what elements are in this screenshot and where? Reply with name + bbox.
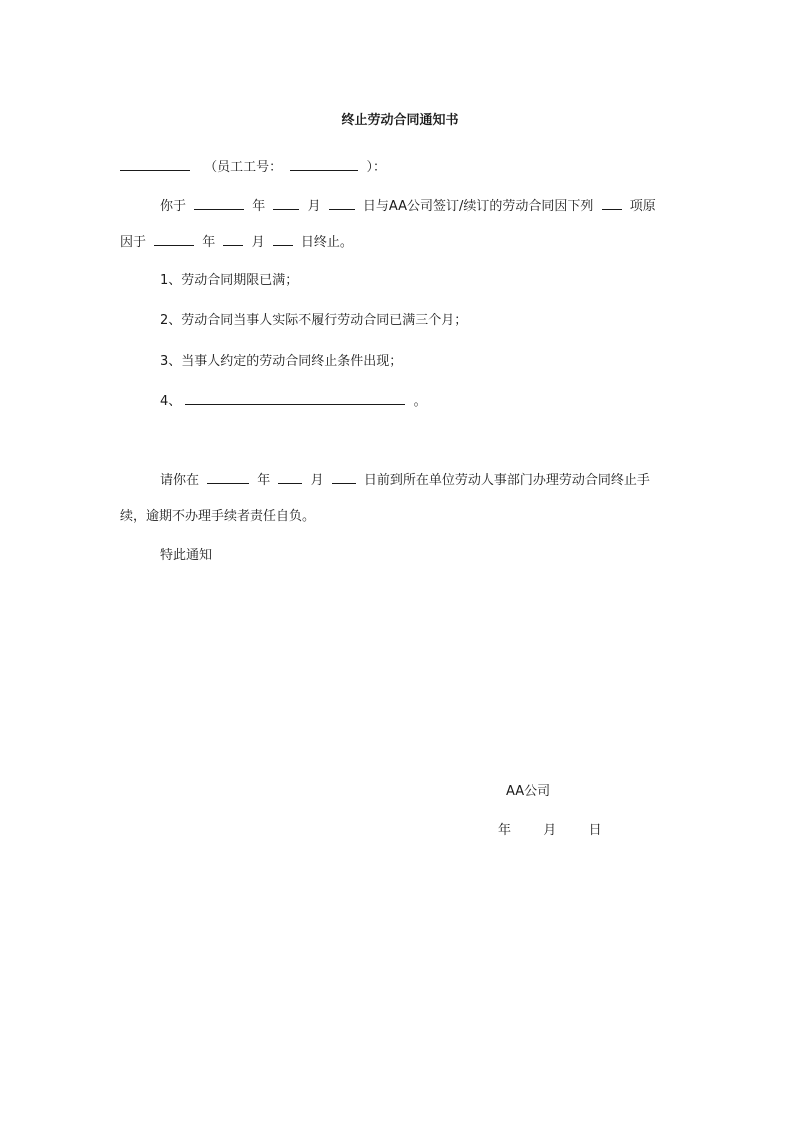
end-day-blank[interactable] xyxy=(273,232,293,246)
signature-company: AA公司 xyxy=(506,784,551,799)
signature-date xyxy=(498,822,602,840)
deadline-day-blank[interactable] xyxy=(332,470,356,484)
other-reason-blank[interactable] xyxy=(185,391,405,405)
signature-year: 年 xyxy=(498,823,512,838)
start-year-blank[interactable] xyxy=(194,196,244,210)
reason-item-3: 3、当事人约定的劳动合同终止条件出现； xyxy=(160,354,403,369)
end-year-blank[interactable] xyxy=(154,232,194,246)
paragraph-2-line-2: 续，逾期不办理手续者责任自负。 xyxy=(120,509,316,524)
employee-id-label: （员工工号： xyxy=(204,160,283,175)
signature-month: 月 xyxy=(543,823,557,838)
text-segment: 月 xyxy=(307,199,321,214)
reason-item-2: 2、劳动合同当事人实际不履行劳动合同已满三个月； xyxy=(160,313,468,328)
signature-day: 日 xyxy=(588,823,602,838)
paragraph-2-line-1 xyxy=(160,470,650,490)
paragraph-1-line-2 xyxy=(120,232,353,252)
text-segment: 。 xyxy=(413,394,427,409)
text-segment: 年 xyxy=(252,199,266,214)
text-segment: 月 xyxy=(251,235,265,250)
deadline-year-blank[interactable] xyxy=(207,470,249,484)
text-segment: 项原 xyxy=(629,199,656,214)
reason-item-1: 1、劳动合同期限已满； xyxy=(160,273,299,288)
paragraph-1-line-1 xyxy=(160,196,656,216)
text-segment: 因于 xyxy=(120,235,147,250)
deadline-month-blank[interactable] xyxy=(278,470,302,484)
end-month-blank[interactable] xyxy=(223,232,243,246)
employee-id-blank[interactable] xyxy=(290,157,358,171)
start-day-blank[interactable] xyxy=(329,196,355,210)
text-segment: 你于 xyxy=(160,199,187,214)
notice-text: 特此通知 xyxy=(160,548,213,563)
text-segment: 日与AA公司签订/续订的劳动合同因下列 xyxy=(362,199,594,214)
text-segment: 月 xyxy=(310,473,324,488)
text-segment: 年 xyxy=(257,473,271,488)
item-number-blank[interactable] xyxy=(602,196,622,210)
text-segment: 4、 xyxy=(160,394,182,409)
employee-line xyxy=(120,157,386,177)
text-segment: 日终止。 xyxy=(300,235,353,250)
text-segment: 请你在 xyxy=(160,473,200,488)
document-title: 终止劳动合同通知书 xyxy=(341,113,459,128)
employee-name-blank[interactable] xyxy=(120,157,190,171)
start-month-blank[interactable] xyxy=(273,196,299,210)
reason-item-4 xyxy=(160,391,427,411)
employee-id-close: ）： xyxy=(366,160,386,175)
text-segment: 年 xyxy=(202,235,216,250)
text-segment: 日前到所在单位劳动人事部门办理劳动合同终止手 xyxy=(363,473,650,488)
